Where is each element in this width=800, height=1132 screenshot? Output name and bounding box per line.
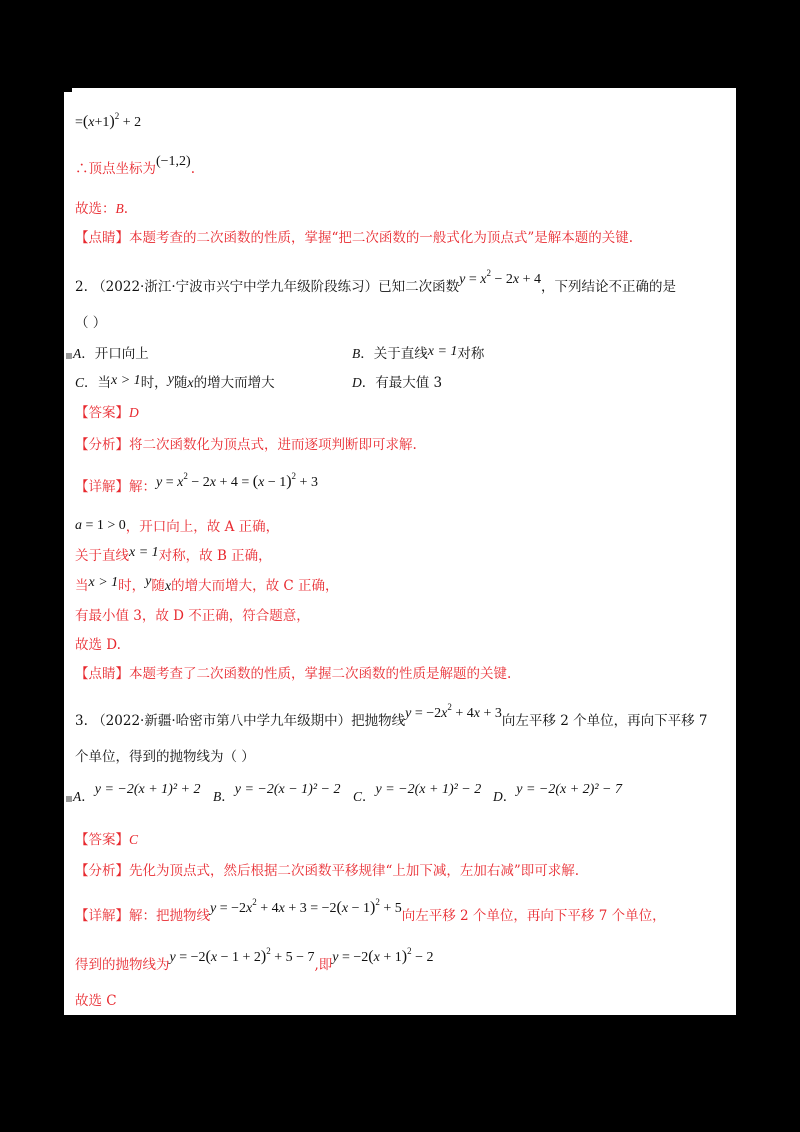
analysis-line [75, 436, 417, 454]
option-letter: B [352, 346, 361, 361]
math-expression: y = −2(x + 1)² − 2 [375, 782, 482, 797]
question-tail: 向左平移 2 个单位，再向下平移 7 [501, 713, 708, 729]
math-variable: y [167, 372, 174, 387]
math-expression: y = −2(x + 1)² + 2 [94, 782, 201, 797]
detail-line [75, 897, 666, 926]
answer-blank: （ ） [75, 315, 107, 331]
option-letter: D [352, 375, 362, 390]
question-2-blank [75, 314, 106, 332]
analysis-line [75, 862, 579, 880]
option-text: 的增大而增大 [193, 375, 275, 391]
result-line [75, 946, 434, 975]
question-tail: ，下列结论不正确的是 [541, 279, 677, 295]
step-text: 随 [151, 578, 165, 594]
option-letter: C [75, 375, 85, 390]
math-expression: $y = x^2 - 2x + 4 = (x - 1)^2 + 3$ [156, 471, 318, 490]
math-variable: x [164, 579, 172, 594]
analysis-text: 先化为顶点式，然后根据二次函数平移规律“上加下减，左加右减”即可求解. [129, 863, 580, 879]
vertex-label: ∴顶点坐标为 [75, 161, 156, 177]
choice-line [75, 200, 128, 218]
step-text: 故选 D. [75, 637, 121, 653]
option-a: A．开口向上 [66, 345, 149, 363]
question-3 [75, 702, 708, 731]
question-3-line2 [75, 748, 255, 766]
math-expression: y = −2(x − 1)² − 2 [234, 782, 341, 797]
math-expression: $y = -2x^2 + 4x + 3 = -2(x - 1)^2 + 5$ [210, 897, 402, 916]
option-c: C．y = −2(x + 1)² − 2 [353, 782, 482, 805]
option-a: A．y = −2(x + 1)² + 2 [66, 788, 201, 807]
comment-line-q2 [75, 665, 511, 683]
page-corner [64, 88, 72, 92]
answer-tag: 【答案】 [75, 832, 129, 848]
answer-tag: 【答案】 [75, 405, 129, 421]
vertex-value: (−1,2) [156, 154, 191, 169]
step-5 [75, 636, 121, 654]
answer-line [75, 831, 138, 849]
step-text: 的增大而增大，故 C 正确， [171, 578, 339, 594]
choice-letter: B [115, 201, 124, 216]
option-letter: B [213, 789, 222, 804]
question-source: （2022·浙江·宁波市兴宁中学九年级阶段练习）已知二次函数 [92, 279, 460, 295]
comment-tag: 【点睛】 [75, 666, 129, 682]
option-d: D．有最大值 3 [352, 375, 443, 391]
option-text: 时， [140, 375, 168, 391]
option-c: C．当x > 1时，y随x的增大而增大 [75, 372, 275, 391]
formula-line [75, 107, 141, 132]
analysis-tag: 【分析】 [75, 863, 129, 879]
step-text: 关于直线 [75, 548, 129, 564]
answer-value: D [129, 405, 139, 420]
question-number: 2. [75, 279, 88, 295]
math-expression: $=(x+1)^2 + 2$ [75, 111, 142, 130]
option-d: D．y = −2(x + 2)² − 7 [493, 782, 622, 805]
marker-icon [66, 353, 72, 359]
function-expression: $y = -2x^2 + 4x + 3$ [405, 702, 502, 721]
result-mid: ,即 [314, 957, 333, 973]
analysis-text: 将二次函数化为顶点式，进而逐项判断即可求解. [129, 437, 417, 453]
step-2 [75, 547, 272, 566]
question-source: （2022·新疆·哈密市第八中学九年级期中）把抛物线 [92, 713, 406, 729]
step-text: 时， [118, 578, 146, 594]
step-4 [75, 607, 310, 625]
question-2 [75, 268, 677, 297]
detail-tail: 向左平移 2 个单位，再向下平移 7 个单位， [401, 908, 666, 924]
step-text: 对称，故 B 正确， [158, 548, 272, 564]
math-expression: x = 1 [129, 545, 159, 560]
answer-value: C [129, 832, 139, 847]
result-prefix: 得到的抛物线为 [75, 957, 170, 973]
period: . [123, 201, 129, 217]
question-text: 个单位，得到的抛物线为（ ） [75, 749, 255, 765]
math-expression: $y = -2(x + 1)^2 - 2$ [332, 946, 434, 965]
option-letter: A [73, 346, 82, 361]
step-1 [75, 518, 279, 537]
option-text: 对称 [457, 346, 485, 362]
vertex-line [75, 154, 196, 179]
comment-text: 本题考查的二次函数的性质，掌握“把二次函数的一般式化为顶点式”是解本题的关键. [129, 230, 634, 246]
math-expression: a = 1 > 0 [75, 518, 126, 533]
option-letter: C [353, 789, 363, 804]
comment-tag: 【点睛】 [75, 230, 129, 246]
math-expression: x > 1 [111, 373, 141, 388]
option-text: 随 [173, 375, 188, 391]
math-expression: x > 1 [88, 575, 119, 590]
option-letter: A [73, 789, 82, 804]
question-number: 3. [75, 713, 88, 729]
option-letter: D [493, 789, 503, 804]
choice-line [75, 992, 117, 1010]
option-b: B．关于直线x = 1对称 [352, 344, 485, 362]
choice-text: 故选 C [75, 993, 117, 1009]
math-expression: x = 1 [427, 344, 458, 359]
option-b: B．y = −2(x − 1)² − 2 [213, 782, 341, 805]
option-text: 关于直线 [373, 346, 428, 362]
comment-line [75, 229, 633, 247]
detail-prefix: 解：把抛物线 [129, 908, 210, 924]
option-text: 开口向上 [94, 346, 149, 362]
period: . [190, 161, 196, 177]
option-text: 当 [97, 375, 112, 391]
comment-text: 本题考查了二次函数的性质，掌握二次函数的性质是解题的关键. [129, 666, 512, 682]
detail-line [75, 472, 318, 497]
option-text: 有最大值 3 [375, 375, 443, 391]
step-text: 有最小值 3，故 D 不正确，符合题意， [75, 608, 310, 624]
math-variable: x [187, 376, 194, 391]
detail-tag: 【详解】 [75, 479, 129, 495]
math-variable: y [145, 574, 152, 589]
math-expression: $y = -2(x - 1 + 2)^2 + 5 - 7$ [169, 946, 315, 965]
answer-line [75, 404, 139, 422]
choice-label: 故选： [75, 201, 116, 217]
detail-prefix: 解： [129, 479, 156, 495]
math-expression: y = −2(x + 2)² − 7 [516, 782, 622, 797]
step-text: ，开口向上，故 A 正确， [125, 519, 280, 535]
detail-tag: 【详解】 [75, 908, 129, 924]
function-expression: $y = x^2 - 2x + 4$ [459, 268, 542, 287]
marker-icon [66, 796, 72, 802]
analysis-tag: 【分析】 [75, 437, 129, 453]
step-3 [75, 574, 339, 596]
step-text: 当 [75, 578, 89, 594]
